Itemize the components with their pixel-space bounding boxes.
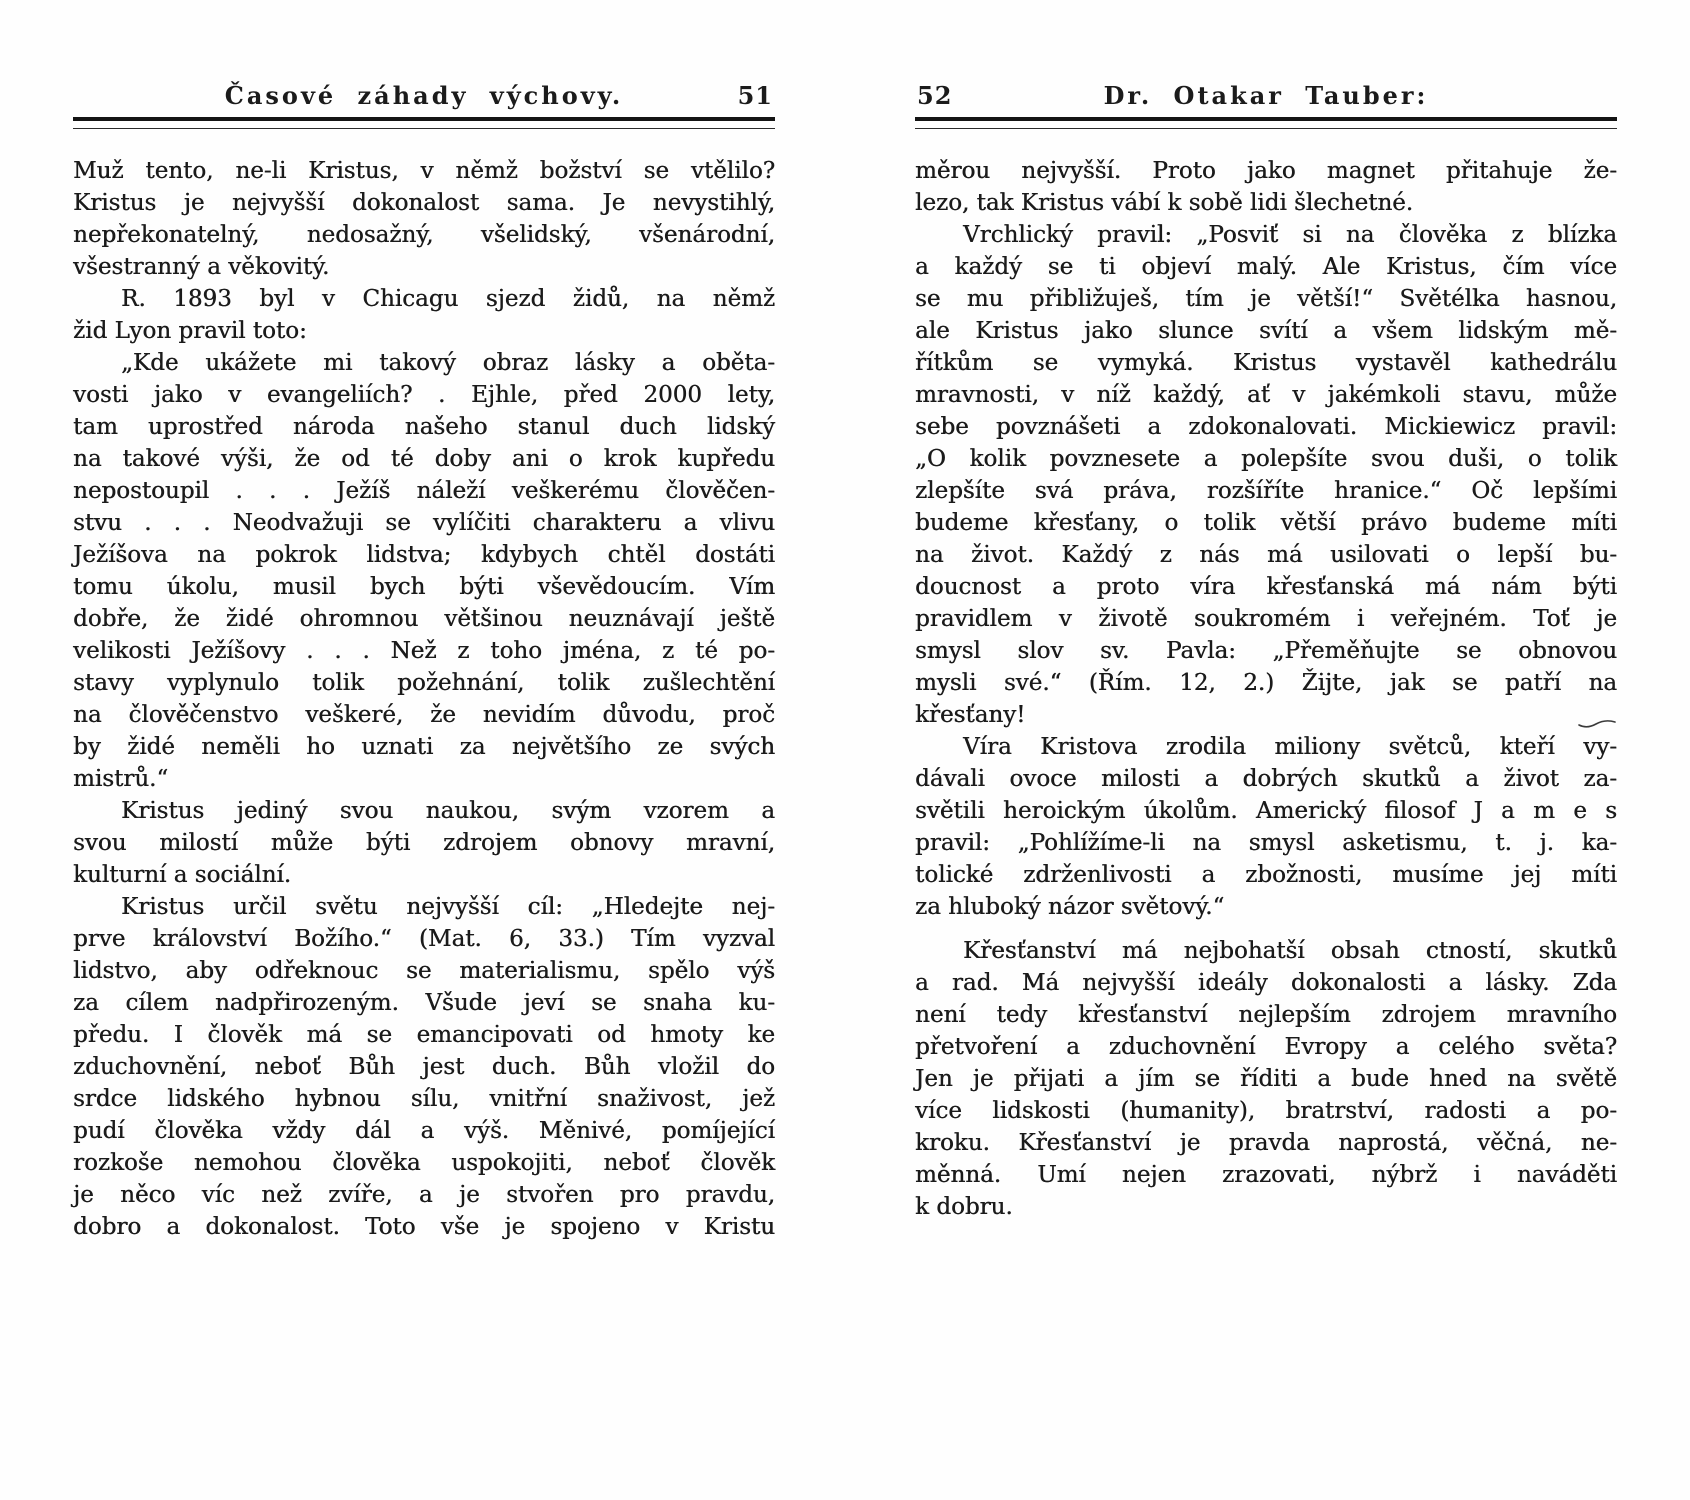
text-line: mistrů.“	[73, 766, 169, 792]
text-line: za hluboký názor světový.“	[915, 894, 1225, 920]
text-line: doucnost a proto víra křesťanská má nám býti	[915, 574, 1617, 600]
text-line: k dobru.	[915, 1194, 1013, 1220]
text-line: vosti jako v evangeliích? . Ejhle, před 2000 lety,	[73, 382, 775, 408]
text-line: křesťany!	[915, 702, 1026, 728]
text-line: lezo, tak Kristus vábí k sobě lidi šlechetné.	[915, 190, 1414, 216]
text-line: stavy vyplynulo tolik požehnání, tolik zušlechtění	[73, 670, 775, 696]
text-line: světili heroickým úkolům. Americký filosof J a m e s	[915, 798, 1617, 824]
text-line: na takové výši, že od té doby ani o krok kupředu	[73, 446, 775, 472]
text-line: a každý se ti objeví malý. Ale Kristus, čím více	[915, 254, 1617, 280]
paragraph	[73, 155, 775, 283]
text-line: Jen je přijati a jím se říditi a bude hned na světě	[915, 1066, 1617, 1092]
text-line: se mu přibližuješ, tím je větší!“ Světélka hasnou,	[915, 286, 1617, 312]
text-line: smysl slov sv. Pavla: „Přeměňujte se obnovou	[915, 638, 1617, 664]
page-body-left	[73, 155, 775, 1243]
text-line: lidstvo, aby odřeknouc se materialismu, spělo výš	[73, 958, 775, 984]
text-line: pudí člověka vždy dál a výš. Měnivé, pomíjející	[73, 1118, 775, 1144]
text-line: Vrchlický pravil: „Posviť si na člověka z blízka	[963, 222, 1617, 248]
text-line: Kristus určil světu nejvyšší cíl: „Hledejte nej-	[121, 894, 775, 920]
text-line: rozkoše nemohou člověka uspokojiti, neboť člověk	[73, 1150, 775, 1176]
text-line: Muž tento, ne-li Kristus, v němž božství se vtělilo?	[73, 158, 775, 184]
text-line: Víra Kristova zrodila miliony světců, kteří vy-	[963, 734, 1617, 760]
text-line: zduchovnění, neboť Bůh jest duch. Bůh vložil do	[73, 1054, 775, 1080]
page-body-right	[915, 155, 1617, 1223]
text-line: Ježíšova na pokrok lidstva; kdybych chtěl dostáti	[73, 542, 775, 568]
text-line: nepostoupil . . . Ježíš náleží veškerému člověčen-	[73, 478, 775, 504]
text-line: dobro a dokonalost. Toto vše je spojeno v Kristu	[73, 1214, 775, 1240]
text-line: tolické zdrženlivosti a zbožnosti, musíme jej míti	[915, 862, 1617, 888]
text-line: tomu úkolu, musil bych býti vševědoucím. Vím	[73, 574, 775, 600]
header-rule-left	[73, 117, 775, 129]
text-line: budeme křesťany, o tolik větší právo budeme míti	[915, 510, 1617, 536]
text-line: Křesťanství má nejbohatší obsah ctností, skutků	[963, 938, 1617, 964]
text-line: pravil: „Pohlížíme-li na smysl asketismu, t. j. ka-	[915, 830, 1617, 856]
text-line: sebe povznášeti a zdokonalovati. Mickiewicz pravil:	[915, 414, 1617, 440]
paragraph	[915, 219, 1617, 731]
paragraph	[915, 935, 1617, 1223]
stray-pen-mark	[1577, 716, 1617, 730]
paragraph	[73, 795, 775, 891]
text-line: není tedy křesťanství nejlepším zdrojem mravního	[915, 1002, 1617, 1028]
text-line: na člověčenstvo veškeré, že nevidím důvodu, proč	[73, 702, 775, 728]
text-line: ale Kristus jako slunce svítí a všem lidským mě-	[915, 318, 1617, 344]
page-header-right	[915, 78, 1617, 110]
text-line: svou milostí může býti zdrojem obnovy mravní,	[73, 830, 775, 856]
text-line: srdce lidského hybnou sílu, vnitřní snaživost, jež	[73, 1086, 775, 1112]
page-right	[915, 78, 1617, 1223]
text-line: Kristus je nejvyšší dokonalost sama. Je nevystihlý,	[73, 190, 775, 216]
text-line: velikosti Ježíšovy . . . Než z toho jména, z té po-	[73, 638, 775, 664]
text-line: by židé neměli ho uznati za největšího ze svých	[73, 734, 775, 760]
text-line: Kristus jediný svou naukou, svým vzorem a	[121, 798, 775, 824]
text-line: je něco víc než zvíře, a je stvořen pro pravdu,	[73, 1182, 775, 1208]
paragraph	[915, 731, 1617, 923]
text-line: kulturní a sociální.	[73, 862, 292, 888]
text-line: nepřekonatelný, nedosažný, všelidský, všenárodní,	[73, 222, 775, 248]
text-line: „Kde ukážete mi takový obraz lásky a oběta-	[121, 350, 775, 376]
text-line: měnná. Umí nejen zrazovati, nýbrž i naváděti	[915, 1162, 1617, 1188]
text-line: tam uprostřed národa našeho stanul duch lidský	[73, 414, 775, 440]
text-line: všestranný a věkovitý.	[73, 254, 330, 280]
text-line: za cílem nadpřirozeným. Všude jeví se snaha ku-	[73, 990, 775, 1016]
text-line: na život. Každý z nás má usilovati o lepší bu-	[915, 542, 1617, 568]
paragraph	[73, 891, 775, 1243]
text-line: měrou nejvyšší. Proto jako magnet přitahuje že-	[915, 158, 1617, 184]
running-title-right: Dr. Otakar Tauber:	[1103, 81, 1429, 110]
text-line: a rad. Má nejvyšší ideály dokonalosti a lásky. Zda	[915, 970, 1617, 996]
text-line: dobře, že židé ohromnou většinou neuznávají ještě	[73, 606, 775, 632]
paragraph	[73, 347, 775, 795]
header-rule-right	[915, 117, 1617, 129]
text-line: více lidskosti (humanity), bratrství, radosti a po-	[915, 1098, 1617, 1124]
paragraph	[915, 155, 1617, 219]
running-title-left: Časové záhady výchovy.	[224, 81, 624, 110]
text-line: „O kolik povznesete a polepšíte svou duši, o tolik	[915, 446, 1617, 472]
page-number-left: 51	[737, 81, 773, 110]
text-line: stvu . . . Neodvažuji se vylíčiti charakteru a vlivu	[73, 510, 775, 536]
page-left	[73, 78, 775, 1243]
text-line: předu. I člověk má se emancipovati od hmoty ke	[73, 1022, 775, 1048]
text-line: řítkům se vymyká. Kristus vystavěl kathedrálu	[915, 350, 1617, 376]
text-line: prve království Božího.“ (Mat. 6, 33.) Tím vyzval	[73, 926, 775, 952]
page-header-left	[73, 78, 775, 110]
text-line: žid Lyon pravil toto:	[73, 318, 307, 344]
text-line: mysli své.“ (Řím. 12, 2.) Žijte, jak se patří na	[915, 670, 1617, 696]
text-line: mravnosti, v níž každý, ať v jakémkoli stavu, může	[915, 382, 1617, 408]
text-line: dávali ovoce milosti a dobrých skutků a život za-	[915, 766, 1617, 792]
paragraph	[73, 283, 775, 347]
text-line: pravidlem v životě soukromém i veřejném. Toť je	[915, 606, 1617, 632]
text-line: R. 1893 byl v Chicagu sjezd židů, na němž	[121, 286, 775, 312]
text-line: zlepšíte svá práva, rozšíříte hranice.“ Oč lepšími	[915, 478, 1617, 504]
text-line: přetvoření a zduchovnění Evropy a celého světa?	[915, 1034, 1617, 1060]
text-line: kroku. Křesťanství je pravda naprostá, věčná, ne-	[915, 1130, 1617, 1156]
page-number-right: 52	[917, 81, 953, 110]
